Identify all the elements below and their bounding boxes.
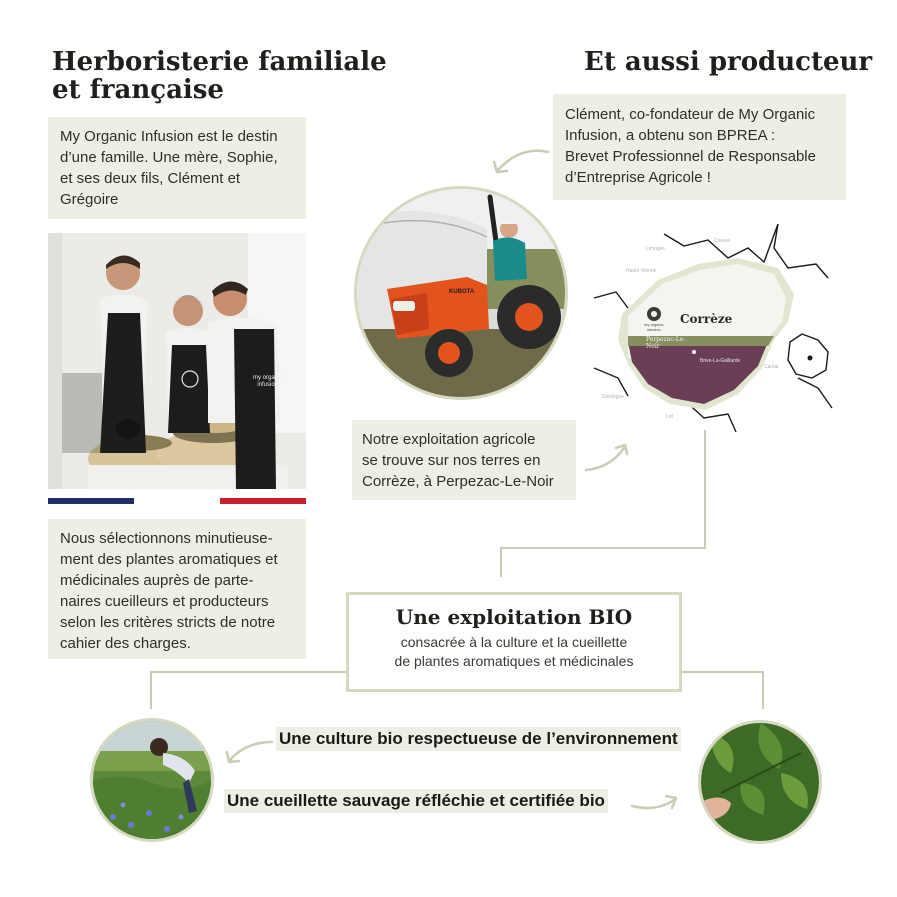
arrow-to-cueillette-photo-icon	[628, 788, 682, 814]
bio-box	[346, 592, 682, 692]
producer-title: Et aussi producteur	[584, 47, 873, 77]
cueillette-illustration	[701, 723, 819, 841]
family-photo-illustration	[48, 233, 306, 489]
map-label-haute-vienne: Haute-Vienne	[626, 268, 657, 274]
connector-bottom-left-horizontal	[150, 671, 346, 673]
map-label-lot: Lot	[666, 414, 673, 420]
bprea-line: Brevet Professionnel de Responsable	[565, 148, 816, 165]
connector-map-horizontal	[500, 547, 706, 549]
farm-location-line: se trouve sur nos terres en	[362, 452, 541, 469]
family-title-line1: Herboristerie familiale	[52, 47, 387, 77]
selection-line: selon les critères stricts de notre	[60, 614, 276, 631]
map-label-dordogne: Dordogne	[602, 394, 624, 400]
selection-line: ment des plantes aromatiques et	[60, 551, 278, 568]
selection-line: naires cueilleurs et producteurs	[60, 593, 269, 610]
family-photo	[48, 233, 306, 489]
map-label-creuse: Creuse	[714, 238, 731, 244]
family-intro-line: et ses deux fils, Clément et	[60, 170, 241, 187]
correze-map-illustration	[588, 218, 838, 438]
map-logo	[644, 322, 664, 332]
apron-logo	[253, 375, 282, 389]
map-logo-line1: my organic	[644, 322, 664, 327]
connector-to-bio-vertical	[500, 547, 502, 577]
map-region-label: Corrèze	[680, 312, 733, 326]
selection-line: médicinales auprès de parte-	[60, 572, 254, 589]
connector-bottom-left-vertical	[150, 671, 152, 709]
family-intro-line: d’une famille. Une mère, Sophie,	[60, 149, 278, 166]
selection-line: Nous sélectionnons minutieuse-	[60, 530, 273, 547]
map-town-label: Perpezac-Le-Noir	[646, 336, 686, 350]
bio-title: Une exploitation BIO	[395, 605, 633, 629]
map-label-brive: Brive-La-Gaillarde	[700, 358, 741, 364]
flag-red-stripe	[220, 498, 306, 504]
bio-subtitle-line2: de plantes aromatiques et médicinales	[394, 653, 634, 669]
bprea-line: d’Entreprise Agricole !	[565, 169, 711, 186]
culture-illustration	[93, 721, 211, 839]
cueillette-statement: Une cueillette sauvage réfléchie et certifiée bio	[224, 789, 608, 813]
map-label-limoges: Limoges	[646, 246, 665, 252]
arrow-to-map-icon	[582, 440, 632, 476]
selection-box	[48, 519, 306, 659]
family-intro-box	[48, 117, 306, 219]
tractor-brand: KUBOTA	[449, 289, 475, 295]
apron-logo-line1: my organic	[253, 375, 283, 381]
culture-statement: Une culture bio respectueuse de l’environnement	[276, 727, 681, 751]
selection-line: cahier des charges.	[60, 635, 191, 652]
arrow-to-culture-photo-icon	[222, 738, 276, 768]
map-label-cantal: Cantal	[764, 364, 779, 370]
farm-location-line: Corrèze, à Perpezac-Le-Noir	[362, 473, 554, 490]
map-logo-line2: infusion	[646, 327, 661, 332]
flag-blue-stripe	[48, 498, 134, 504]
farm-location-box	[352, 420, 576, 500]
bprea-line: Clément, co-fondateur de My Organic	[565, 106, 816, 123]
bio-subtitle-line1: consacrée à la culture et la cueillette	[400, 634, 628, 650]
culture-photo	[90, 718, 214, 842]
family-intro-line: Grégoire	[60, 191, 119, 208]
tractor-photo	[354, 186, 568, 400]
family-title-line2: et française	[52, 75, 224, 105]
bprea-box	[553, 94, 846, 200]
connector-bottom-right-horizontal	[682, 671, 764, 673]
family-title	[52, 48, 387, 104]
bprea-line: Infusion, a obtenu son BPREA :	[565, 127, 776, 144]
cueillette-photo	[698, 720, 822, 844]
family-intro-line: My Organic Infusion est le destin	[60, 128, 278, 145]
connector-map-vertical	[704, 430, 706, 548]
connector-bottom-right-vertical	[762, 671, 764, 709]
farm-location-line: Notre exploitation agricole	[362, 431, 536, 448]
apron-logo-line2: infusion	[257, 382, 279, 388]
arrow-to-tractor-icon	[490, 140, 552, 180]
correze-map	[588, 218, 838, 438]
